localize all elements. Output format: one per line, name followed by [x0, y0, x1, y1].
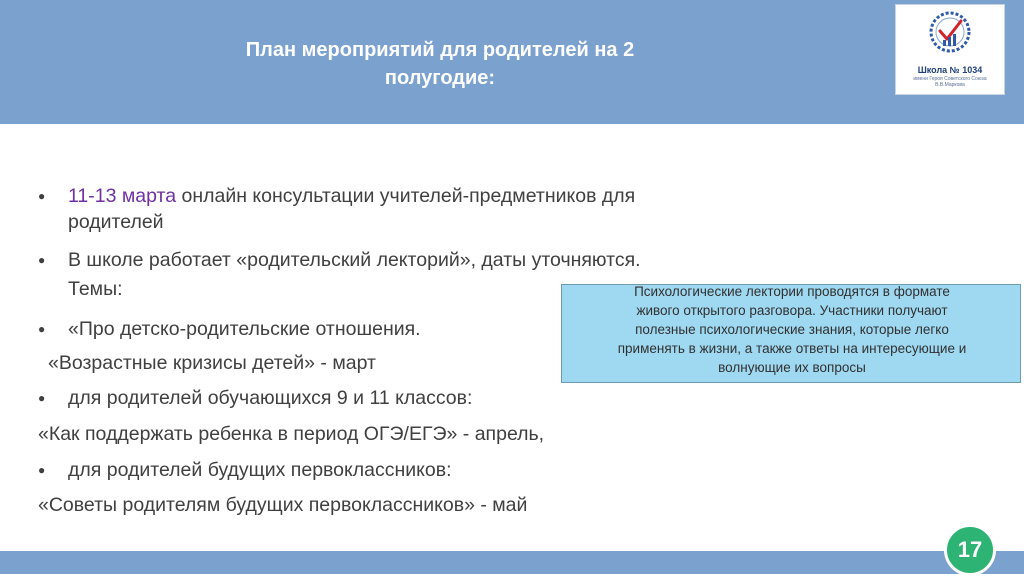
- school-subtitle: [900, 76, 1000, 88]
- page-number-badge: [944, 524, 996, 576]
- school-logo: [895, 4, 1005, 95]
- item1-text-cont: родителей: [68, 211, 164, 233]
- line-6: «Как поддержать ребенка в период ОГЭ/ЕГЭ» - апрель,: [38, 423, 545, 445]
- line-8: «Советы родителям будущих первоклассников» - май: [38, 494, 528, 516]
- header-bar: [0, 0, 1024, 124]
- footer-bar: [0, 551, 1024, 574]
- list-item-5: для родителей обучающихся 9 и 11 классов:: [68, 387, 473, 409]
- item1-date: 11-13 марта: [68, 185, 177, 207]
- bullet-icon: ●: [38, 391, 46, 405]
- bullet-icon: ●: [38, 322, 46, 336]
- item1-text: онлайн консультации учителей-предметников для: [176, 185, 636, 207]
- list-item-2: В школе работает «родительский лекторий», даты уточняются.: [68, 249, 641, 271]
- callout-text: [568, 282, 1016, 377]
- bullet-icon: ●: [38, 463, 46, 477]
- callout-line2: живого открытого разговора. Участники получают: [636, 303, 948, 318]
- callout-line1: Психологические лектории проводятся в формате: [634, 284, 950, 299]
- item2-text-cont: Темы:: [68, 278, 123, 300]
- list-item-7: для родителей будущих первоклассников:: [68, 459, 452, 481]
- callout-line4: применять в жизни, а также ответы на интересующие и: [617, 341, 967, 356]
- slide-title-line2: полугодие:: [384, 67, 496, 89]
- callout-line3: полезные психологические знания, которые легко: [635, 322, 949, 337]
- list-item-3: «Про детско-родительские отношения.: [68, 318, 421, 340]
- school-subtitle-line1: имени Героя Советского Союза: [913, 76, 987, 82]
- bullet-icon: ●: [38, 189, 46, 203]
- info-callout: [561, 284, 1021, 383]
- school-emblem-icon: [929, 9, 971, 63]
- callout-line5: волнующие их вопросы: [718, 360, 866, 375]
- line-4: «Возрастные кризисы детей» - март: [48, 352, 376, 374]
- slide-title: [150, 36, 730, 92]
- slide-title-line1: План мероприятий для родителей на 2: [245, 39, 635, 61]
- bullet-icon: ●: [38, 253, 46, 267]
- page-number: 17: [957, 537, 983, 562]
- school-subtitle-line2: В.В.Маркова: [935, 82, 965, 88]
- list-item-1: [68, 183, 635, 209]
- school-name: Школа № 1034: [917, 65, 983, 75]
